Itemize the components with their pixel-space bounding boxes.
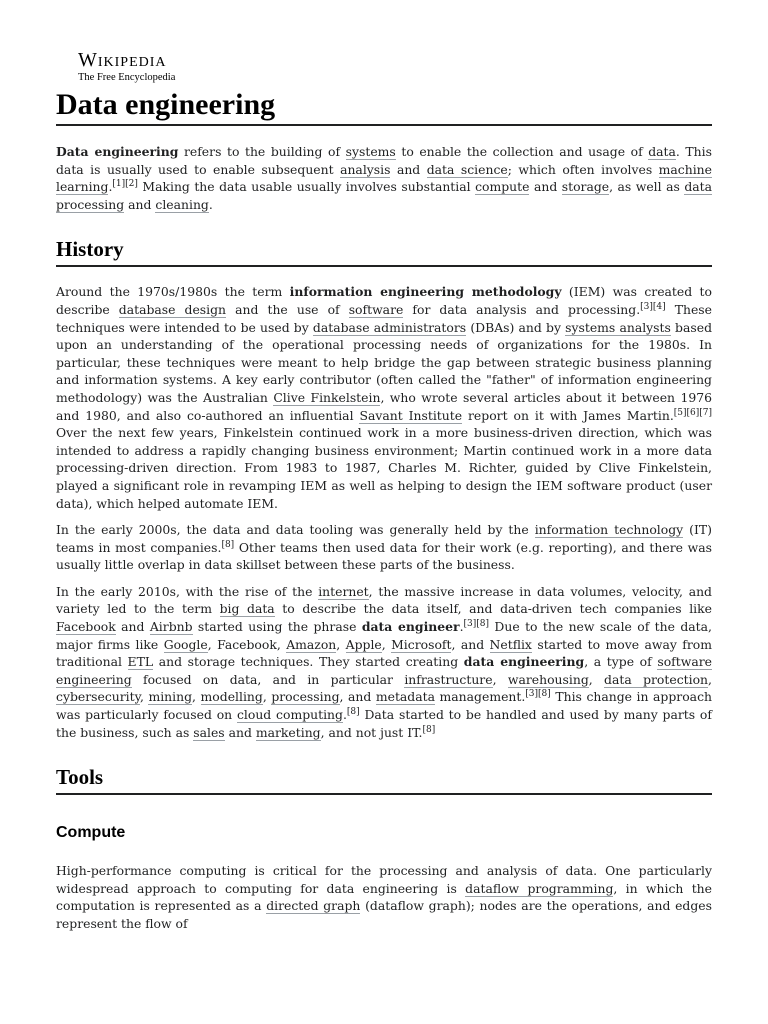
link-dataflow-programming[interactable]: dataflow programming [465,880,614,896]
article-page [56,48,712,933]
history-paragraph-1: Around the 1970s/1980s the term information engineering methodology (IEM) was created to describe database design and the use of software for data analysis and processing.[3][4] These techniques were intended to be used by database administrators (DBAs) and by systems analysts based upon an understanding of the operational processing needs of organizations for the 1980s. In particular, these techniques were meant to help bridge the gap between strategic business planning and information systems. A key early contributor (often called the "father" of information engineering methodology) was the Australian Clive Finkelstein, who wrote several articles about it between 1976 and 1980, and also co-authored an influential Savant Institute report on it with James Martin.[5][6][7] Over the next few years, Finkelstein continued work in a more business-driven direction, which was intended to address a rapidly changing business environment; Martin continued work in a more data processing-driven direction. From 1983 to 1987, Charles M. Richter, guided by Clive Finkelstein, played a significant role in revamping IEM as well as helping to design the IEM software product (user data), which helped automate IEM. [56,284,713,511]
link-mining[interactable]: mining [148,689,193,705]
citation-3[interactable]: [3] [525,689,539,700]
link-systems-analysts[interactable]: systems analysts [565,319,671,335]
link-infrastructure[interactable]: infrastructure [404,671,493,687]
citation-8[interactable]: [8] [422,724,436,735]
link-data-protection[interactable]: data protection [604,671,709,687]
wikipedia-logo[interactable] [56,48,712,88]
history-paragraph-3: In the early 2010s, with the rise of the internet, the massive increase in data volumes, velocity, and variety led to the term big data to describe the data itself, and data-driven tech companies like Facebook and Airbnb started using the phrase data engineer.[3][8] Due to the new scale of the data, major firms like Google, Facebook, Amazon, Apple, Microsoft, and Netflix started to move away from traditional ETL and storage techniques. They started creating data engineering, a type of software engineering focused on data, and in particular infrastructure, warehousing, data protection, cybersecurity, mining, modelling, processing, and metadata management.[3][8] This change in approach was particularly focused on cloud computing.[8] Data started to be handled and used by many parts of the business, such as sales and marketing, and not just IT.[8] [56,583,712,740]
link-microsoft[interactable]: Microsoft [391,636,452,652]
term-data-engineer: data engineer [361,619,460,635]
link-software[interactable]: software [348,301,404,317]
link-internet[interactable]: internet [318,583,369,599]
wikipedia-tagline: The Free Encyclopedia [78,72,176,83]
term-data-engineering: data engineering [463,654,585,670]
subsection-heading-compute: Compute [56,824,126,842]
link-netflix[interactable]: Netflix [489,636,532,652]
link-database-administrators[interactable]: database administrators [312,319,467,335]
link-machine-learning[interactable]: machine learning [56,161,712,195]
link-warehousing[interactable]: warehousing [507,671,589,687]
link-data-science[interactable]: data science [426,161,508,177]
wikipedia-wordmark: Wikipedia [78,49,167,71]
term-iem: information engineering methodology [289,284,562,300]
link-apple[interactable]: Apple [345,636,382,652]
link-software-engineering[interactable]: software engineering [56,654,712,687]
citation-8[interactable]: [8] [476,618,490,629]
link-cybersecurity[interactable]: cybersecurity [56,689,140,705]
link-data[interactable]: data [648,144,676,159]
intro-term: Data engineering [56,144,179,159]
link-etl[interactable]: ETL [127,654,154,670]
link-modelling[interactable]: modelling [200,689,263,705]
citation-8[interactable]: [8] [538,689,551,700]
link-compute[interactable]: compute [475,179,530,195]
compute-paragraph: High-performance computing is critical for the processing and analysis of data. One particularly widespread approach to computing for data engineering is dataflow programming, in which the computation is represented as a directed graph (dataflow graph); nodes are the operations, and edges represent the flow of [56,863,712,931]
citation-7[interactable]: [7] [699,407,713,418]
citation-5[interactable]: [5] [673,407,687,418]
citation-3[interactable]: [3] [463,618,477,629]
link-clive-finkelstein[interactable]: Clive Finkelstein [273,389,381,405]
link-facebook[interactable]: Facebook [56,619,116,635]
link-amazon[interactable]: Amazon [286,636,337,652]
link-big-data[interactable]: big data [219,601,275,617]
citation-1[interactable]: [1] [112,179,126,190]
citation-4[interactable]: [4] [652,301,666,312]
link-google[interactable]: Google [163,636,208,652]
link-data-processing[interactable]: data processing [56,179,712,212]
link-storage[interactable]: storage [561,179,610,195]
link-cleaning[interactable]: cleaning [155,196,209,212]
citation-2[interactable]: [2] [125,179,138,190]
link-airbnb[interactable]: Airbnb [149,619,193,635]
link-directed-graph[interactable]: directed graph [266,898,361,914]
citation-3[interactable]: [3] [640,301,653,312]
section-heading-tools: Tools [56,765,712,795]
citation-8[interactable]: [8] [346,706,360,717]
link-systems[interactable]: systems [345,144,396,159]
link-processing[interactable]: processing [271,689,340,705]
history-paragraph-2: In the early 2000s, the data and data tooling was generally held by the information technology (IT) teams in most companies.[8] Other teams then used data for their work (e.g. reporting), and there was usually little overlap in data skillset between these parts of the business. [56,522,712,573]
article-title: Data engineering [56,88,712,126]
link-database-design[interactable]: database design [118,301,227,317]
link-sales[interactable]: sales [193,724,225,740]
link-information-technology[interactable]: information technology [534,522,684,538]
link-cloud-computing[interactable]: cloud computing [236,707,343,723]
link-metadata[interactable]: metadata [375,689,435,705]
section-heading-history: History [56,237,712,267]
citation-6[interactable]: [6] [686,407,700,418]
citation-8[interactable]: [8] [221,539,235,550]
link-savant-institute[interactable]: Savant Institute [359,407,463,423]
link-marketing[interactable]: marketing [255,724,321,740]
intro-paragraph: Data engineering refers to the building of systems to enable the collection and usage of data. This data is usually used to enable subsequent analysis and data science; which often involves machine learning.[1][2] Making the data usable usually involves substantial compute and storage, as well as data processing and cleaning. [56,144,712,212]
link-analysis[interactable]: analysis [340,161,391,177]
